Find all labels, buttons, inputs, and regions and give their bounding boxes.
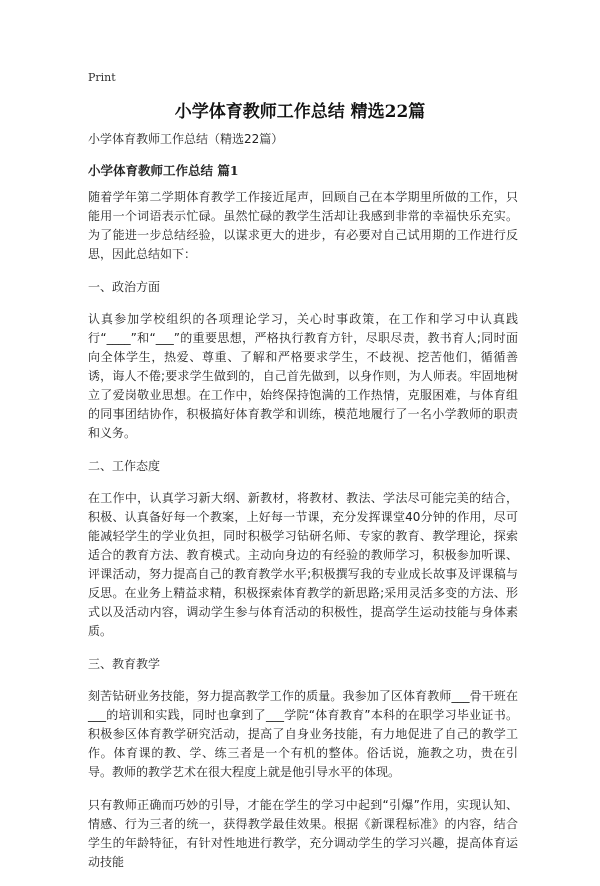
heading-politics: 一、政治方面 bbox=[88, 280, 161, 294]
heading-work-attitude: 二、工作态度 bbox=[88, 459, 161, 473]
article-body bbox=[88, 130, 518, 886]
paragraph-intro: 随着学年第二学期体育教学工作接近尾声，回顾自己在本学期里所做的工作，只能用一个词语表示忙碌。虽然忙碌的教学生活却让我感到非常的幸福快乐充实。为了能进一步总结经验，以谋求更大的进步，有必要对自己试用期的工作进行反思，因此总结如下： bbox=[88, 190, 518, 261]
paragraph-guidance: 只有教师正确而巧妙的引导，才能在学生的学习中起到“引爆”作用，实现认知、情感、行为三者的统一，获得教学最佳效果。根据《新课程标准》的内容，结合学生的年龄特征，有针对性地进行教学，充分调动学生的学习兴趣，提高体育运动技能 bbox=[88, 798, 518, 869]
paragraph-work-attitude: 在工作中，认真学习新大纲、新教材，将教材、教法、学法尽可能完美的结合，积极、认真备好每一个教案，上好每一节课，充分发挥课堂40分钟的作用，尽可能减轻学生的学业负担，同时积极学习钻研名师、专家的教育、教学理论，探索适合的教育方法、教育模式。主动向身边的有经验的教师学习，积极参加听课、评课活动，努力提高自己的教育教学水平;积极撰写我的专业成长故事及评课稿与反思。在业务上精益求精，积极探索体育教学的新思路;采用灵活多变的方法、形式以及活动内容，调动学生参与体育活动的积极性，提高学生运动技能与身体素质。 bbox=[88, 491, 518, 638]
paragraph-teaching: 刻苦钻研业务技能，努力提高教学工作的质量。我参加了区体育教师___骨干班在___的培训和实践，同时也拿到了___学院“体育教育”本科的在职学习毕业证书。积极参区体育教学研究活动，提高了自身业务技能，有力地促进了自己的教学工作。体育课的教、学、练三者是一个有机的整体。俗话说，施教之功，贵在引导。教师的教学艺术在很大程度上就是他引导水平的体现。 bbox=[88, 689, 518, 779]
heading-teaching: 三、教育教学 bbox=[88, 657, 161, 671]
section-heading: 小学体育教师工作总结 篇1 bbox=[88, 163, 239, 178]
print-link[interactable]: Print bbox=[88, 71, 116, 84]
paragraph-politics: 认真参加学校组织的各项理论学习，关心时事政策，在工作和学习中认真践行“____”和“___”的重要思想，严格执行教育方针，尽职尽责，教书育人;同时面向全体学生，热爱、尊重、了解和严格要求学生，不歧视、挖苦他们，循循善诱，诲人不倦;要求学生做到的，自己首先做到，以身作则，为人师表。牢固地树立了爱岗敬业思想。在工作中，始终保持饱满的工作热情，克服困难，与体育组的同事团结协作，积极搞好体育教学和训练，模范地履行了一名小学教师的职责和义务。 bbox=[88, 312, 518, 440]
page-title: 小学体育教师工作总结 精选22篇 bbox=[174, 102, 426, 122]
article-subtitle: 小学体育教师工作总结（精选22篇） bbox=[88, 132, 284, 146]
